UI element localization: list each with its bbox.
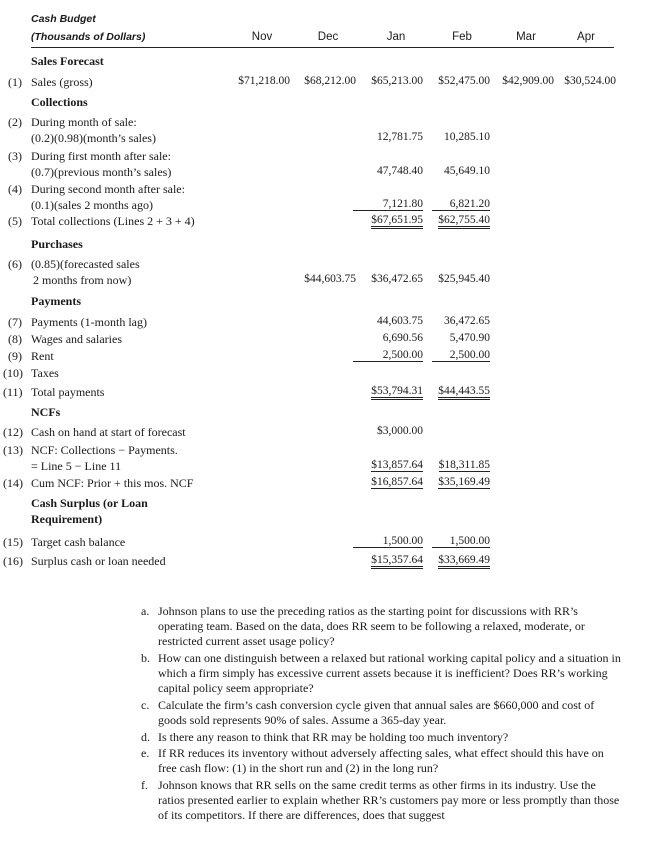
month-header: Feb	[452, 31, 472, 43]
row-label: Payments (1-month lag)	[31, 315, 147, 329]
cell-jan: $15,357.64	[371, 554, 423, 569]
section-purchases: Purchases	[31, 237, 83, 251]
section-payments: Payments	[31, 294, 81, 308]
question-c	[141, 698, 621, 728]
cell-feb: $18,311.85	[438, 459, 490, 471]
row-number: (5)	[8, 214, 22, 228]
cell-jan: $53,794.31	[371, 385, 423, 400]
row-number: (6)	[8, 257, 22, 271]
table-subtitle: (Thousands of Dollars)	[31, 31, 146, 43]
row-label: Cash on hand at start of forecast	[31, 425, 186, 439]
row-label: Total collections (Lines 2 + 3 + 4)	[31, 214, 195, 228]
row-label-2: (0.7)(previous month’s sales)	[31, 165, 172, 179]
cell-feb: $35,169.49	[438, 476, 490, 488]
cell-jan: 7,121.80	[353, 198, 423, 211]
cell-jan: 1,500.00	[353, 535, 423, 548]
question-text: Johnson knows that RR sells on the same credit terms as other firms in its industry. Use the ratios presented earlier to explain whether RR’s customers pay more or less promptly than those of its competitors. If there are differences, does that suggest	[158, 778, 620, 823]
cell-feb: 6,821.20	[432, 198, 490, 211]
cell-jan: $36,472.65	[371, 273, 423, 285]
row-label-2: (0.1)(sales 2 months ago)	[31, 198, 153, 212]
row-number: (12)	[3, 425, 23, 439]
cell-feb: $33,669.49	[438, 554, 490, 569]
row-number: (11)	[3, 385, 23, 399]
header-rule	[31, 47, 614, 48]
question-d	[141, 730, 621, 745]
row-label: Rent	[31, 349, 54, 363]
question-b	[141, 651, 621, 696]
question-text: If RR reduces its inventory without adversely affecting sales, what effect should this have on free cash flow: (1) in the short run and (2) in the long run?	[158, 746, 604, 776]
cell-jan: $16,857.64	[371, 476, 423, 488]
row-number: (4)	[8, 182, 22, 196]
month-header: Jan	[386, 31, 406, 43]
cell-feb: 1,500.00	[432, 535, 490, 548]
row-label-2: (0.2)(0.98)(month’s sales)	[31, 131, 156, 145]
question-text: Calculate the firm’s cash conversion cycle given that annual sales are $660,000 and cost of goods sold represents 90% of sales. Assume a 365-day year.	[158, 698, 595, 728]
row-label: Surplus cash or loan needed	[31, 554, 166, 568]
month-header: Dec	[317, 31, 339, 43]
row-label: (0.85)(forecasted sales	[31, 257, 140, 271]
question-text: How can one distinguish between a relaxed but rational working capital policy and a situation in which a firm simply has excessive current assets because it is inefficient? Does RR’s working capital policy seem appropriate?	[158, 651, 621, 696]
question-f	[141, 778, 621, 823]
row-number: (13)	[3, 443, 23, 457]
cell-dec: $44,603.75	[304, 273, 356, 285]
table-title: Cash Budget	[31, 13, 96, 25]
row-number: (3)	[8, 149, 22, 163]
cell-jan: 44,603.75	[377, 315, 423, 327]
row-label: Wages and salaries	[31, 332, 122, 346]
cell-jan: 6,690.56	[382, 332, 423, 344]
question-label: b.	[141, 651, 150, 665]
row-number: (7)	[8, 315, 22, 329]
question-label: e.	[141, 746, 150, 760]
cell-feb: $44,443.55	[438, 385, 490, 400]
cell-feb: 45,649.10	[444, 165, 490, 177]
cell-jan: $67,651.95	[371, 214, 423, 229]
row-number: (10)	[3, 366, 23, 380]
question-label: c.	[141, 698, 150, 712]
question-e	[141, 746, 621, 776]
cell-feb: 5,470.90	[449, 332, 490, 344]
cell-dec: $68,212.00	[304, 75, 356, 87]
cell-jan: 12,781.75	[377, 131, 423, 143]
row-number: (1)	[8, 75, 22, 89]
section-collections: Collections	[31, 95, 88, 109]
cell-jan: 47,748.40	[377, 165, 423, 177]
row-label: During month of sale:	[31, 115, 137, 129]
row-label: Taxes	[31, 366, 59, 380]
cell-apr: $30,524.00	[564, 75, 616, 87]
cell-feb: 2,500.00	[432, 349, 490, 362]
section-cash-surplus-2: Requirement)	[31, 512, 103, 526]
row-label: NCF: Collections − Payments.	[31, 443, 178, 457]
row-label: During first month after sale:	[31, 149, 171, 163]
row-number: (16)	[3, 554, 23, 568]
row-label-2: 2 months from now)	[33, 273, 132, 287]
cell-jan: $13,857.64	[371, 459, 423, 471]
row-number: (15)	[3, 535, 23, 549]
row-label: Cum NCF: Prior + this mos. NCF	[31, 476, 194, 490]
question-a	[141, 604, 621, 649]
question-text: Johnson plans to use the preceding ratios as the starting point for discussions with RR’s operating team. Based on the data, does RR seem to be following a relaxed, moderate, or restricted current asset usage policy?	[158, 604, 585, 649]
cell-nov: $71,218.00	[238, 75, 290, 87]
section-sales-forecast: Sales Forecast	[31, 54, 104, 68]
row-number: (14)	[3, 476, 23, 490]
month-header: Nov	[251, 31, 273, 43]
cell-jan: 2,500.00	[353, 349, 423, 362]
cell-feb: $62,755.40	[438, 214, 490, 229]
row-label: Total payments	[31, 385, 105, 399]
row-label: Sales (gross)	[31, 75, 93, 89]
month-header: Mar	[516, 31, 536, 43]
cell-feb: 10,285.10	[444, 131, 490, 143]
cell-jan: $3,000.00	[377, 425, 423, 437]
cell-feb: $52,475.00	[438, 75, 490, 87]
row-number: (2)	[8, 115, 22, 129]
row-label-2: = Line 5 − Line 11	[31, 459, 122, 473]
month-header: Apr	[577, 31, 595, 43]
question-label: a.	[141, 604, 150, 618]
row-number: (9)	[8, 349, 22, 363]
section-ncfs: NCFs	[31, 405, 61, 419]
question-label: d.	[141, 730, 150, 744]
section-cash-surplus: Cash Surplus (or Loan	[31, 496, 148, 510]
row-number: (8)	[8, 332, 22, 346]
row-label: Target cash balance	[31, 535, 126, 549]
question-text: Is there any reason to think that RR may be holding too much inventory?	[158, 730, 509, 744]
cell-feb: $25,945.40	[438, 273, 490, 285]
cell-feb: 36,472.65	[444, 315, 490, 327]
cell-mar: $42,909.00	[502, 75, 554, 87]
row-label: During second month after sale:	[31, 182, 185, 196]
question-label: f.	[141, 778, 148, 792]
cell-jan: $65,213.00	[371, 75, 423, 87]
